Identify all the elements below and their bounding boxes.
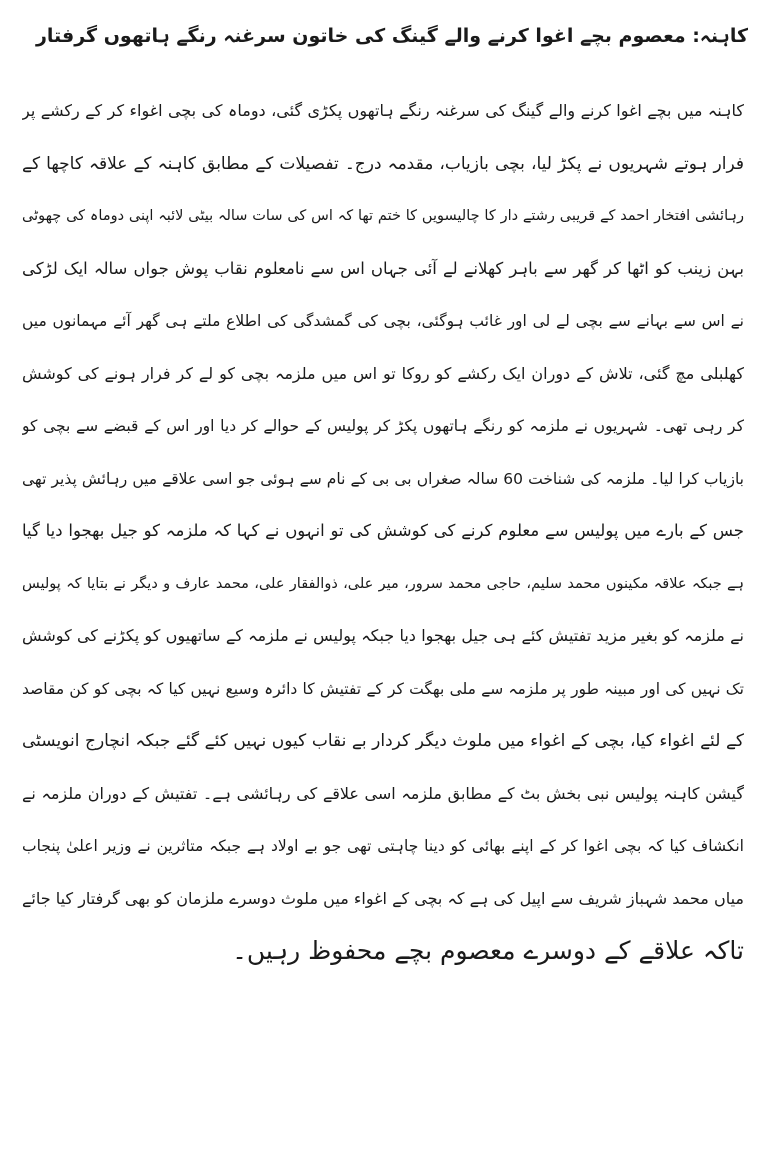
body-line: انکشاف کیا کہ بچی اغوا کر کے اپنے بھائی کو دینا چاہتی تھی جو بے اولاد ہے جبکہ متاثرین نے وزیر اعلیٰ پنجاب: [22, 837, 744, 855]
body-line: فرار ہوتے شہریوں نے پکڑ لیا، بچی بازیاب، مقدمہ درج۔ تفصیلات کے مطابق کاہنہ کے علاقہ کاچھا کے: [22, 153, 744, 174]
body-line: رہائشی افتخار احمد کے قریبی رشتے دار کا چالیسویں کا ختم تھا کہ اس کی سات سالہ بیٹی لائبہ اپنی دوماہ کی چھوٹی: [22, 208, 744, 224]
body-line: نے ملزمہ کو بغیر مزید تفتیش کئے ہی جیل بھجوا دیا جبکہ پولیس نے ملزمہ کے ساتھیوں کو پکڑنے کی کوشش: [22, 626, 744, 645]
body-line: جس کے بارے میں پولیس سے معلوم کرنے کی کوشش کی تو انہوں نے کہا کہ ملزمہ کو جیل بھجوا دیا گیا: [22, 521, 744, 540]
body-line: میاں محمد شہباز شریف سے اپیل کی ہے کہ بچی کے اغواء میں ملوث دوسرے ملزمان کو بھی گرفتار کیا جائے: [22, 888, 744, 908]
body-line: نے اس سے بہانے سے بچی لے لی اور غائب ہوگئی، بچی کی گمشدگی کی اطلاع ملتے ہی گھر آئے مہمانوں میں: [22, 312, 744, 330]
body-line: بازیاب کرا لیا۔ ملزمہ کی شناخت 60 سالہ صغراں بی بی کے نام سے ہوئی جو اسی علاقے میں رہائش پذیر تھی: [22, 469, 744, 488]
body-line: کے لئے اغواء کیا، بچی کے اغواء میں ملوث دیگر کردار بے نقاب کیوں نہیں کئے گئے جبکہ انچارج انویسٹی: [22, 731, 744, 751]
body-line: ہے جبکہ علاقہ مکینوں محمد سلیم، حاجی محمد سرور، میر علی، ذوالفقار علی، محمد عارف و دیگر نے بتایا کہ پولیس: [22, 575, 744, 592]
headline: کاہنہ: معصوم بچے اغوا کرنے والے گینگ کی خاتون سرغنہ رنگے ہاتھوں گرفتار: [35, 25, 748, 47]
body-line: بہن زینب کو اٹھا کر گھر سے باہر کھلانے لے آئی جہاں اس سے نامعلوم نقاب پوش جواں سالہ ایک لڑکی: [22, 258, 744, 278]
article-body: [22, 90, 744, 983]
body-line: کھلبلی مچ گئی، تلاش کے دوران ایک رکشے کو روکا تو اس میں ملزمہ بچی کو لے کر فرار ہونے کی کوشش: [22, 363, 744, 383]
body-line: کاہنہ میں بچے اغوا کرنے والے گینگ کی سرغنہ رنگے ہاتھوں پکڑی گئی، دوماہ کی بچی اغواء کر کے رکشے پر: [22, 101, 744, 120]
body-line: گیشن کاہنہ پولیس نبی بخش بٹ کے مطابق ملزمہ اسی علاقے کی رہائشی ہے۔ تفتیش کے دوران ملزمہ نے: [22, 783, 744, 803]
body-line: تاکہ علاقے کے دوسرے معصوم بچے محفوظ رہیں۔: [232, 936, 744, 965]
body-line: کر رہی تھی۔ شہریوں نے ملزمہ کو رنگے ہاتھوں پکڑ کر پولیس کے حوالے کر دیا اور اس کے قبضے سے بچی کو: [22, 417, 744, 435]
body-line: تک نہیں کی اور مبینہ طور پر ملزمہ سے ملی بھگت کر کے تفتیش کا دائرہ وسیع نہیں کیا کہ بچی کو کن مقاصد: [22, 679, 744, 698]
